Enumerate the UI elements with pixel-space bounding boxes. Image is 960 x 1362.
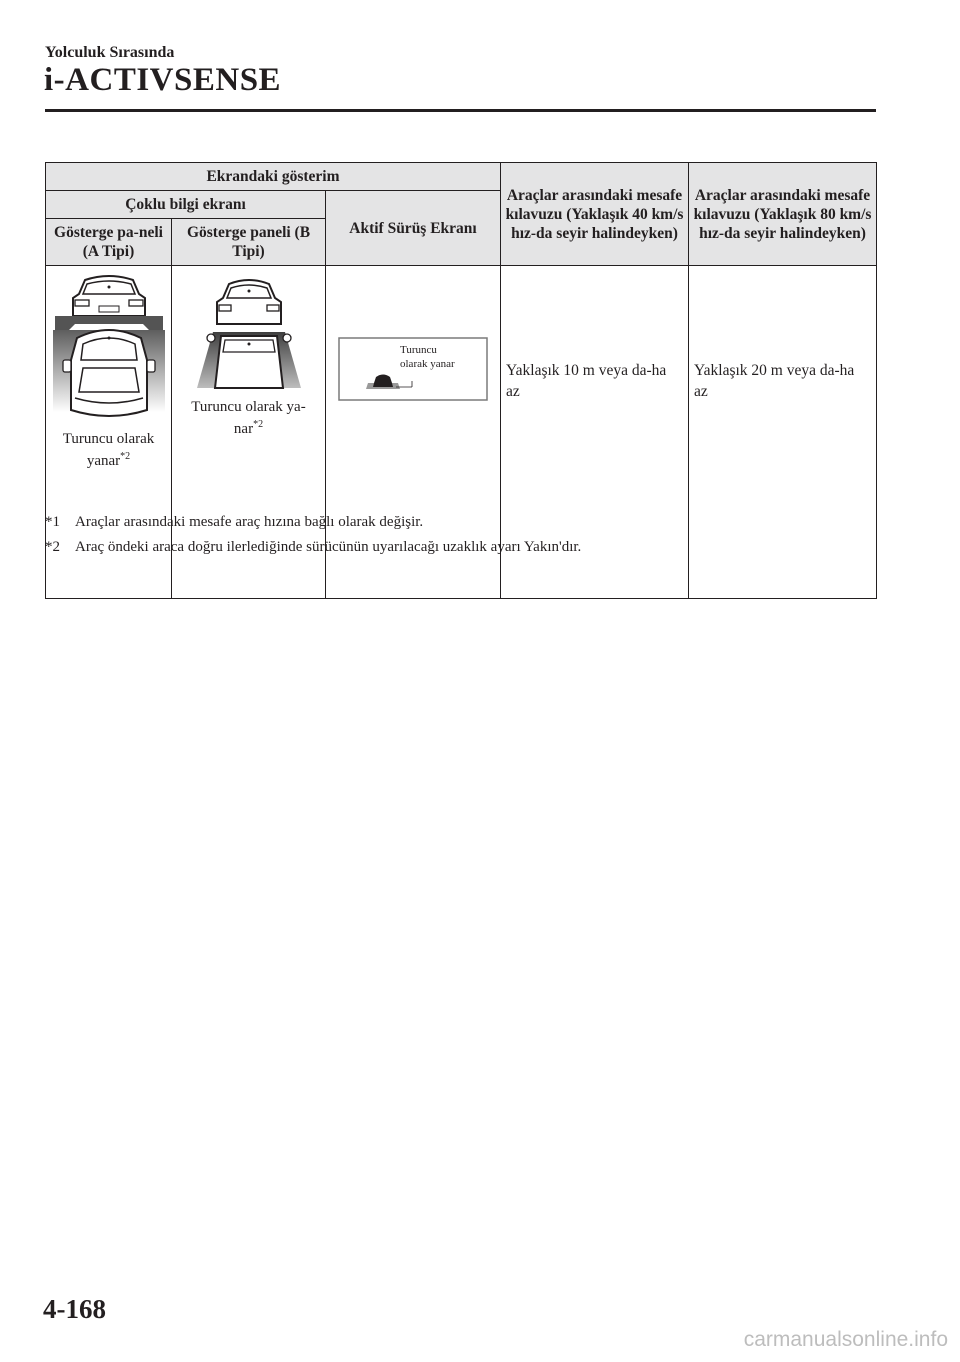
header-multi-info: Çoklu bilgi ekranı <box>46 191 326 219</box>
cell-distance-40: Yaklaşık 10 m veya da-ha az <box>501 266 689 599</box>
header-active-driving: Aktif Sürüş Ekranı <box>326 191 501 266</box>
title-rule <box>45 109 876 112</box>
header-type-b: Gösterge paneli (B Tipi) <box>172 219 326 266</box>
footnote-mark: *2 <box>45 539 60 555</box>
type-a-caption: Turuncu olarak yanar$^{*2}$ <box>62 431 155 469</box>
table-header-row <box>46 163 877 191</box>
type-a-display-figure <box>53 272 165 422</box>
active-driving-label-2: olarak yanar <box>400 358 455 370</box>
footnote-text: Araç öndeki araca doğru ilerlediğinde sürücünün uyarılacağı uzaklık ayarı Yakın'dır. <box>75 539 582 555</box>
type-b-display-figure <box>193 272 305 390</box>
header-guide-80: Araçlar arasındaki mesafe kılavuzu (Yaklaşık 80 km/s hız-da seyir halindeyken) <box>689 163 877 266</box>
footnote <box>45 535 581 560</box>
active-driving-display-figure <box>338 337 488 401</box>
cell-distance-80: Yaklaşık 20 m veya da-ha az <box>689 266 877 599</box>
page-number: 4-168 <box>43 1294 106 1324</box>
footnote <box>45 510 581 535</box>
section-label: Yolculuk Sırasında <box>45 44 175 61</box>
page-title: i-ACTIVSENSE <box>44 62 282 98</box>
footnote-text: Araçlar arasındaki mesafe araç hızına bağlı olarak değişir. <box>75 514 424 530</box>
watermark: carmanualsonline.info <box>743 1328 948 1351</box>
header-display: Ekrandaki gösterim <box>46 163 501 191</box>
active-driving-label-1: Turuncu <box>400 344 437 356</box>
type-b-caption: Turuncu olarak ya-nar$^{*2}$ <box>191 399 306 437</box>
header-type-a: Gösterge pa-neli (A Tipi) <box>46 219 172 266</box>
header-guide-40: Araçlar arasındaki mesafe kılavuzu (Yaklaşık 40 km/s hız-da seyir halindeyken) <box>501 163 689 266</box>
footnotes <box>45 510 581 560</box>
footnote-mark: *1 <box>45 514 60 530</box>
